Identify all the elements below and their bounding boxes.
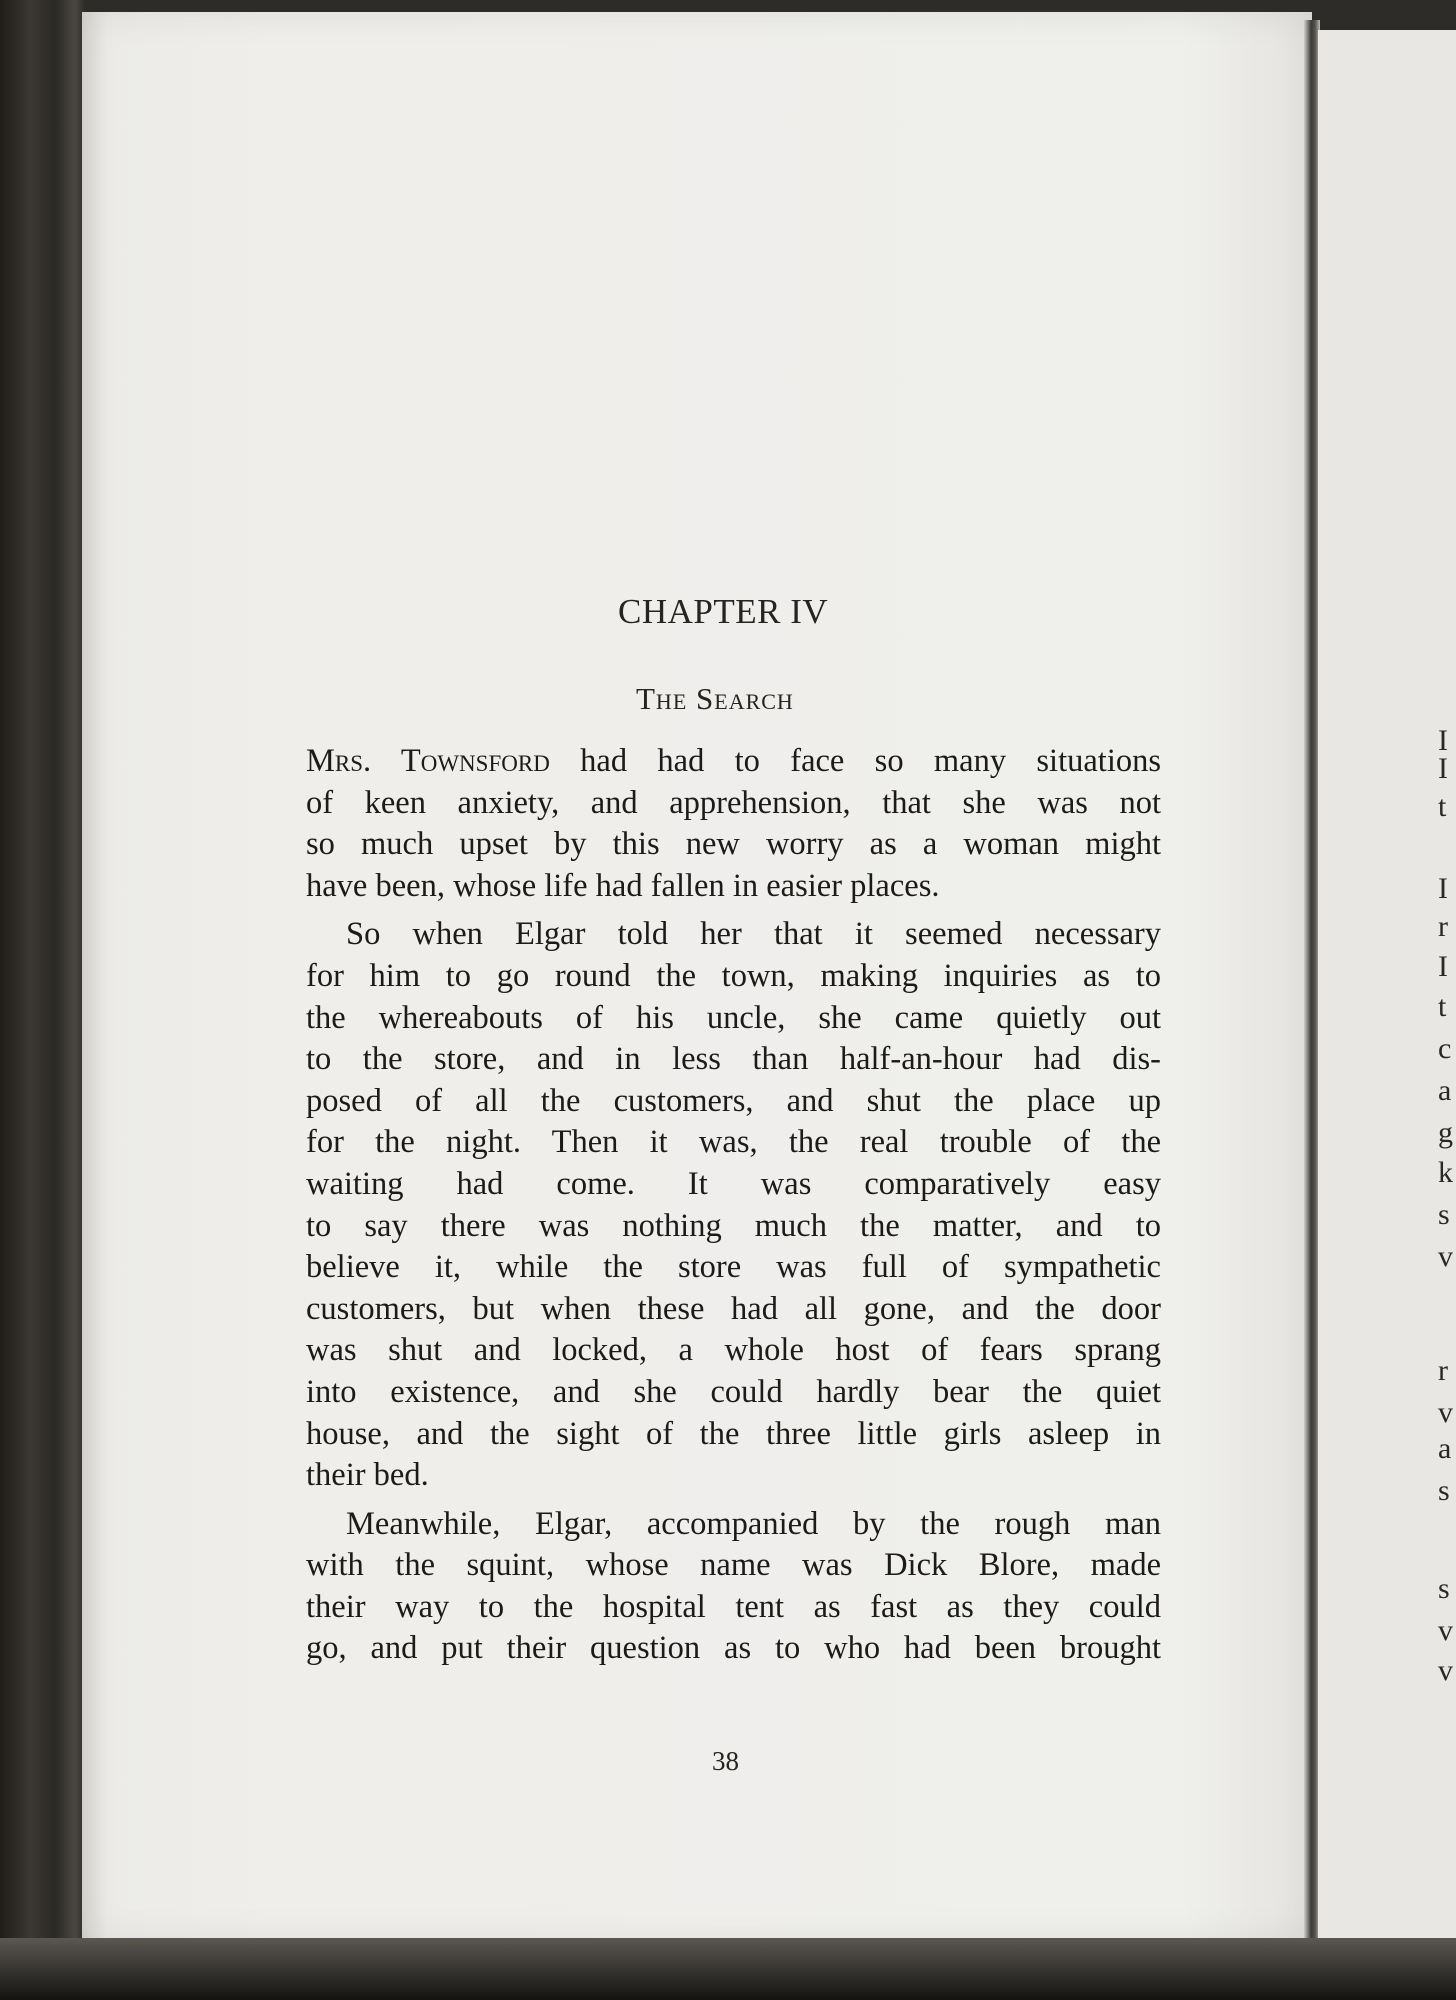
text-line: to say there was nothing much the matter, and to [306, 1207, 1161, 1244]
text-line: with the squint, whose name was Dick Blore, made [306, 1547, 1161, 1584]
text-line: the whereabouts of his uncle, she came quietly out [306, 999, 1161, 1036]
facing-letter: s [1438, 1474, 1450, 1507]
facing-letter: r [1438, 910, 1448, 943]
text-line: Mrs. Townsford had had to face so many situations [306, 743, 1162, 779]
text-line: house, and the sight of the three little girls asleep in [306, 1415, 1161, 1452]
paragraph [306, 914, 1161, 1496]
text-line: Meanwhile, Elgar, accompanied by the rough man [346, 1505, 1161, 1542]
facing-letter: s [1438, 1572, 1450, 1605]
text-line: posed of all the customers, and shut the place up [306, 1082, 1161, 1119]
text-line: their way to the hospital tent as fast as they could [306, 1588, 1161, 1625]
facing-letter: v [1438, 1654, 1453, 1687]
text-line: was shut and locked, a whole host of fears sprang [306, 1332, 1161, 1369]
text-line: for the night. Then it was, the real trouble of the [306, 1124, 1161, 1161]
facing-letter: I [1438, 950, 1448, 983]
paragraph [306, 741, 1161, 907]
facing-letter: c [1438, 1032, 1452, 1065]
facing-letter: s [1438, 1198, 1450, 1231]
facing-letter: I [1438, 724, 1448, 757]
text-line: to the store, and in less than half-an-hour had dis- [306, 1041, 1161, 1078]
facing-letter: v [1438, 1396, 1453, 1429]
text-line: so much upset by this new worry as a woman might [306, 826, 1161, 863]
facing-letter: I [1438, 752, 1448, 785]
page-number: 38 [712, 1746, 739, 1776]
facing-letter: v [1438, 1240, 1453, 1273]
bottom-shadow [0, 1938, 1456, 2000]
text-line: go, and put their question as to who had been brought [306, 1630, 1161, 1667]
facing-letter: t [1438, 990, 1447, 1023]
facing-letter: r [1438, 1354, 1448, 1387]
facing-letter: g [1438, 1116, 1453, 1149]
facing-letter: I [1438, 872, 1448, 905]
facing-letter: v [1438, 1614, 1453, 1647]
text-line: of keen anxiety, and apprehension, that she was not [306, 784, 1161, 821]
text-line: into existence, and she could hardly bear the quiet [306, 1373, 1161, 1410]
facing-letter: t [1438, 790, 1447, 823]
chapter-heading: CHAPTER IV [618, 592, 829, 631]
paragraph [306, 1504, 1161, 1670]
facing-letter: a [1438, 1432, 1452, 1465]
text-line: waiting had come. It was comparatively easy [306, 1165, 1161, 1202]
facing-letter: k [1438, 1156, 1453, 1189]
chapter-body [306, 741, 1161, 1677]
text-line: for him to go round the town, making inquiries as to [306, 957, 1161, 994]
facing-letter: a [1438, 1074, 1452, 1107]
text-line: So when Elgar told her that it seemed necessary [346, 916, 1161, 953]
text-line: customers, but when these had all gone, and the door [306, 1290, 1161, 1327]
section-title: The Search [636, 681, 794, 716]
text-line: their bed. [306, 1457, 429, 1494]
text-line: have been, whose life had fallen in easier places. [306, 867, 940, 904]
text-line: believe it, while the store was full of sympathetic [306, 1249, 1161, 1286]
lead-smallcaps: Mrs. Townsford [306, 743, 550, 779]
right-page [1318, 30, 1456, 1945]
